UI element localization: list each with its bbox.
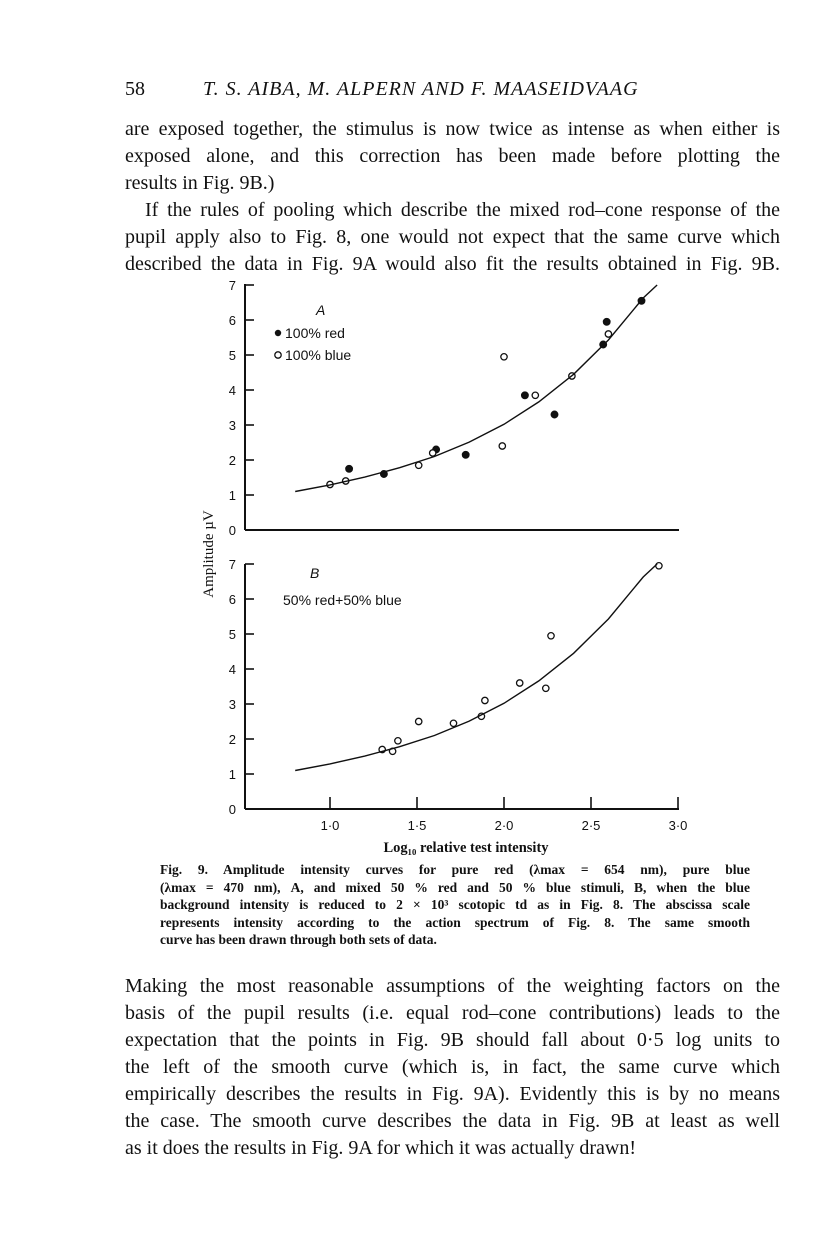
text-line: the left of the smooth curve (which is, in fact, the same curve which	[125, 1056, 780, 1078]
y-axis-label: Amplitude µV	[201, 510, 217, 598]
panel-a-y-ticks	[229, 278, 254, 538]
data-point-blue	[395, 738, 401, 744]
caption-line: Fig. 9. Amplitude intensity curves for pure red (λmax = 654 nm), pure blue	[160, 862, 750, 877]
y-tick-label: 4	[228, 383, 236, 398]
data-point-blue	[548, 633, 554, 639]
data-point-blue	[543, 685, 549, 691]
x-axis-label: Log₁₀ relative test intensity	[383, 840, 549, 856]
y-tick-label: 6	[228, 313, 236, 328]
x-tick-label: 1·0	[320, 818, 340, 833]
y-tick-label: 6	[228, 592, 236, 607]
caption-line: curve has been drawn through both sets of data.	[160, 932, 437, 948]
data-point-red	[551, 411, 558, 418]
caption-line: (λmax = 470 nm), A, and mixed 50 % red and 50 % blue stimuli, B, when the blue	[160, 879, 750, 895]
y-tick-label: 2	[228, 732, 236, 747]
y-tick-label: 3	[228, 418, 236, 433]
page-number: 58	[125, 78, 145, 100]
legend-red-marker	[275, 330, 281, 336]
text-line: are exposed together, the stimulus is now twice as intense as when either is	[125, 118, 780, 140]
text-line: the case. The smooth curve describes the data in Fig. 9B at least as well	[125, 1110, 780, 1132]
data-point-blue	[532, 392, 538, 398]
y-tick-label: 7	[228, 278, 236, 293]
caption-line: represents intensity according to the action spectrum of Fig. 8. The same smooth	[160, 914, 750, 930]
text-line: results in Fig. 9B.)	[125, 172, 275, 194]
y-tick-label: 7	[228, 557, 236, 572]
paragraph-weighting	[125, 973, 780, 1162]
data-point-blue	[517, 680, 523, 686]
y-tick-label: 1	[228, 488, 236, 503]
text-line: described the data in Fig. 9A would also fit the results obtained in Fig. 9B.	[125, 253, 780, 275]
data-point-red	[462, 452, 469, 459]
text-line: exposed alone, and this correction has been made before plotting the	[125, 145, 780, 167]
legend-red-label: 100% red	[285, 325, 345, 341]
data-point-blue	[450, 720, 456, 726]
y-tick-label: 0	[228, 523, 236, 538]
y-tick-label: 1	[228, 767, 236, 782]
panel-a-letter: A	[316, 302, 326, 318]
y-tick-label: 0	[228, 802, 236, 817]
text-line: If the rules of pooling which describe the mixed rod–cone response of the	[145, 199, 780, 221]
text-line: empirically describes the results in Fig. 9A). Evidently this is by no means	[125, 1083, 780, 1105]
data-point-blue	[501, 354, 507, 360]
panel-b-y-ticks	[229, 557, 254, 817]
data-point-blue	[499, 443, 505, 449]
data-point-blue	[482, 697, 488, 703]
legend-blue-marker	[275, 352, 281, 358]
author-line: T. S. AIBA, M. ALPERN AND F. MAASEIDVAAG	[203, 78, 639, 100]
caption-line: background intensity is reduced to 2 × 10³ scotopic td as in Fig. 8. The abscissa scale	[160, 897, 750, 913]
x-tick-label: 1·5	[407, 818, 427, 833]
figure-caption	[160, 861, 750, 949]
x-ticks	[321, 797, 688, 833]
x-tick-label: 3·0	[668, 818, 688, 833]
y-tick-label: 4	[228, 662, 236, 677]
panel-a-plot	[295, 285, 657, 492]
y-tick-label: 3	[228, 697, 236, 712]
text-line: pupil apply also to Fig. 8, one would not expect that the same curve which	[125, 226, 780, 248]
data-point-red	[346, 466, 353, 473]
x-tick-label: 2·0	[494, 818, 514, 833]
legend-blue-label: 100% blue	[285, 347, 352, 363]
text-line: expectation that the points in Fig. 9B should fall about 0·5 log units to	[125, 1029, 780, 1051]
y-tick-label: 5	[228, 348, 236, 363]
text-line: as it does the results in Fig. 9A for which it was actually drawn!	[125, 1137, 637, 1159]
y-tick-label: 2	[228, 453, 236, 468]
data-point-blue	[416, 718, 422, 724]
data-point-blue	[416, 462, 422, 468]
smooth-curve	[295, 285, 657, 492]
y-tick-label: 5	[228, 627, 236, 642]
panel-b-legend: 50% red+50% blue	[283, 592, 402, 608]
text-line: Making the most reasonable assumptions of the weighting factors on the	[125, 975, 780, 997]
data-point-red	[522, 392, 529, 399]
text-line: basis of the pupil results (i.e. equal rod–cone contributions) leads to the	[125, 1002, 780, 1024]
x-tick-label: 2·5	[581, 818, 601, 833]
data-point-blue	[430, 450, 436, 456]
panel-b-letter: B	[310, 565, 320, 581]
data-point-red	[603, 319, 610, 326]
